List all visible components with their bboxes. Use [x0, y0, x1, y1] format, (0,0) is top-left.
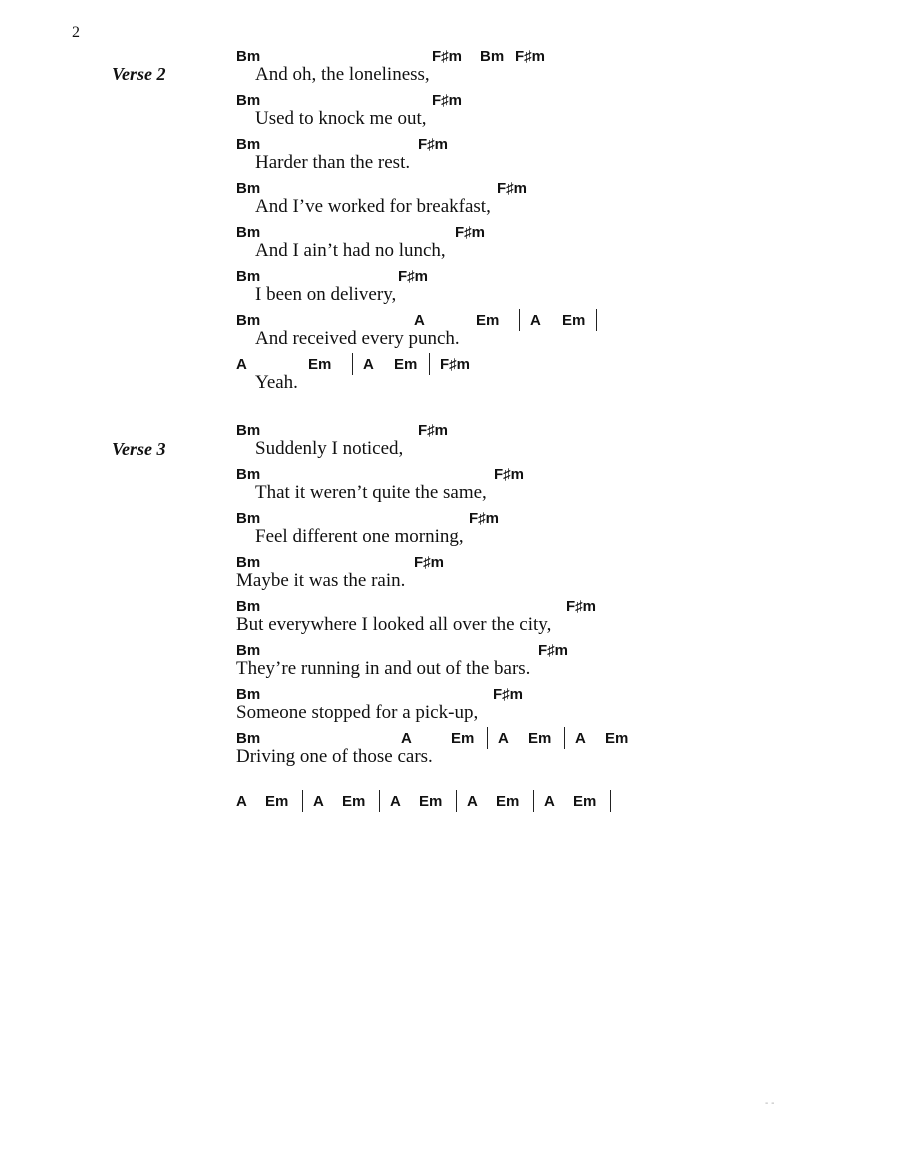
chord: F♯m — [497, 180, 527, 197]
page-number: 2 — [72, 24, 80, 41]
bar-line — [487, 727, 488, 749]
bar-line — [302, 790, 303, 812]
bar-line — [564, 727, 565, 749]
chord: A — [544, 793, 555, 810]
chord: A — [498, 730, 509, 747]
chord: Bm — [480, 48, 505, 65]
chord: Bm — [236, 642, 261, 659]
lyric-line: And I ain’t had no lunch, — [255, 240, 446, 261]
bar-line — [519, 309, 520, 331]
lyric-line: And received every punch. — [255, 328, 460, 349]
lyric-line: Harder than the rest. — [255, 152, 411, 173]
chord: A — [390, 793, 401, 810]
lyric-line: And oh, the loneliness, — [255, 64, 430, 85]
chord: Em — [419, 793, 443, 810]
lyric-line: Maybe it was the rain. — [236, 570, 406, 591]
chord: Bm — [236, 554, 261, 571]
chord: A — [363, 356, 374, 373]
chord: A — [414, 312, 425, 329]
chord: Bm — [236, 730, 261, 747]
section-label-verse-2: Verse 2 — [112, 64, 166, 84]
chord: Bm — [236, 268, 261, 285]
lyric-line: They’re running in and out of the bars. — [236, 658, 531, 679]
chord: F♯m — [440, 356, 470, 373]
lyric-line: But everywhere I looked all over the city, — [236, 614, 552, 635]
chord: A — [530, 312, 541, 329]
chord: Bm — [236, 136, 261, 153]
chord: A — [236, 356, 247, 373]
lyric-line: Yeah. — [255, 372, 298, 393]
bar-line — [456, 790, 457, 812]
chord: Bm — [236, 312, 261, 329]
chord: A — [401, 730, 412, 747]
chord: Em — [451, 730, 475, 747]
lyric-line: Driving one of those cars. — [236, 746, 433, 767]
chord: F♯m — [418, 422, 448, 439]
bar-line — [429, 353, 430, 375]
chord: A — [575, 730, 586, 747]
chord: F♯m — [455, 224, 485, 241]
chord: F♯m — [432, 92, 462, 109]
chord: F♯m — [538, 642, 568, 659]
lyric-line: Someone stopped for a pick-up, — [236, 702, 479, 723]
chord: Bm — [236, 422, 261, 439]
chord: Em — [605, 730, 629, 747]
chord: Bm — [236, 224, 261, 241]
chord: F♯m — [398, 268, 428, 285]
chord: Em — [265, 793, 289, 810]
chord: F♯m — [418, 136, 448, 153]
lyric-line: Feel different one morning, — [255, 526, 464, 547]
lyric-line: That it weren’t quite the same, — [255, 482, 487, 503]
lyric-line: And I’ve worked for breakfast, — [255, 196, 491, 217]
lyric-line: I been on delivery, — [255, 284, 397, 305]
bar-line — [352, 353, 353, 375]
chord: Em — [528, 730, 552, 747]
chord: F♯m — [515, 48, 545, 65]
section-label-verse-3: Verse 3 — [112, 439, 166, 459]
chord: Bm — [236, 92, 261, 109]
chord: Em — [394, 356, 418, 373]
chord: F♯m — [494, 466, 524, 483]
chord: Bm — [236, 686, 261, 703]
chord: Bm — [236, 598, 261, 615]
chord: Bm — [236, 510, 261, 527]
chord: Bm — [236, 48, 261, 65]
chord: Bm — [236, 180, 261, 197]
chord: F♯m — [493, 686, 523, 703]
bar-line — [610, 790, 611, 812]
chord: Em — [308, 356, 332, 373]
chord: F♯m — [414, 554, 444, 571]
chord: F♯m — [469, 510, 499, 527]
bar-line — [533, 790, 534, 812]
chord: F♯m — [432, 48, 462, 65]
footer-mark: - - — [765, 1098, 775, 1109]
chord: Em — [573, 793, 597, 810]
chord: A — [236, 793, 247, 810]
chord: A — [467, 793, 478, 810]
chord: Em — [496, 793, 520, 810]
chord: Em — [342, 793, 366, 810]
chord: Em — [476, 312, 500, 329]
lyric-line: Suddenly I noticed, — [255, 438, 404, 459]
chord: Em — [562, 312, 586, 329]
chord: Bm — [236, 466, 261, 483]
bar-line — [596, 309, 597, 331]
chord: A — [313, 793, 324, 810]
chord: F♯m — [566, 598, 596, 615]
bar-line — [379, 790, 380, 812]
lyric-line: Used to knock me out, — [255, 108, 427, 129]
